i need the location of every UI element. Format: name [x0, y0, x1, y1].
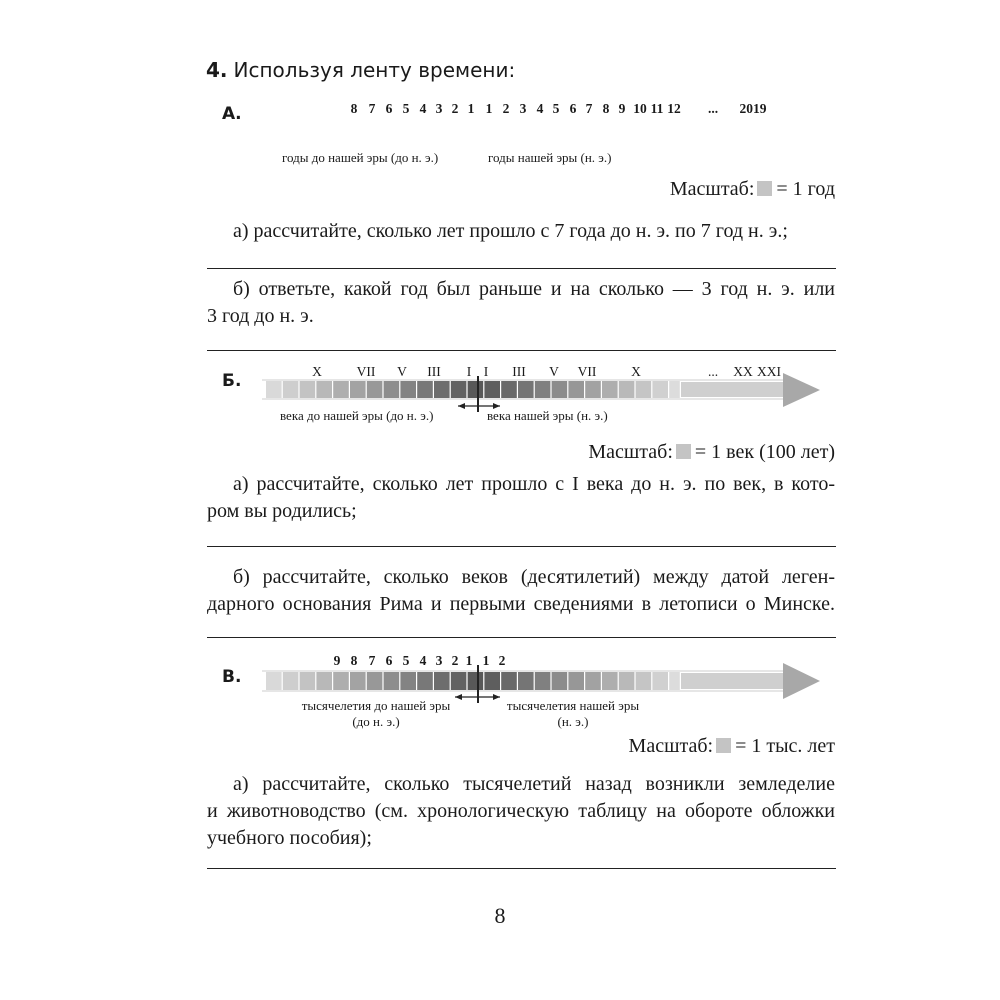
tick-c-bc-9: 9: [333, 653, 341, 668]
tick-b-ad-i: I: [483, 364, 489, 379]
answer-line-a-a: [207, 268, 836, 269]
timeline-cell: [300, 381, 316, 398]
timeline-cell: [484, 381, 500, 398]
timeline-cell: [535, 381, 551, 398]
tick-c-bc-6: 6: [385, 653, 393, 668]
tick-b-ad-x: X: [631, 364, 641, 379]
tick-a-bc-1: 1: [467, 101, 475, 116]
tick-b-ad-v: V: [549, 364, 559, 379]
scale-swatch-a: [757, 181, 772, 196]
timeline-cell: [333, 381, 349, 398]
question-b-b-line1: б) рассчитайте, сколько веков (десятилетий) между датой леген-: [233, 566, 835, 588]
tick-b-ad-vii: VII: [577, 364, 597, 379]
scale-b-value: = 1 век (100 лет): [694, 441, 835, 463]
question-a-b-line1: б) ответьте, какой год был раньше и на сколько — 3 год н. э. или: [233, 278, 835, 300]
timeline-b-bar: [262, 380, 783, 399]
scale-swatch-c: [716, 738, 731, 753]
timeline-cell: [652, 672, 668, 690]
scale-c-value: = 1 тыс. лет: [735, 735, 835, 757]
tick-a-bc-2: 2: [451, 101, 459, 116]
timeline-cell: [434, 672, 450, 690]
tick-a-bc-4: 4: [419, 101, 427, 116]
tick-a-ad-9: 9: [618, 101, 626, 116]
timeline-cell: [518, 672, 534, 690]
timeline-b-era-arrow-left: [458, 403, 465, 409]
era-label-ad-c-line1: тысячелетия нашей эры: [506, 698, 640, 713]
timeline-cell: [266, 381, 282, 398]
timeline-cell: [484, 672, 500, 690]
timeline-cell: [552, 672, 568, 690]
timeline-c-arrowhead: [783, 663, 820, 699]
tick-c-bc-3: 3: [435, 653, 443, 668]
question-b-b-line2: дарного основания Рима и первыми сведениями в летописи о Минске.: [207, 593, 835, 615]
timeline-cell: [333, 672, 349, 690]
timeline-cell: [367, 672, 383, 690]
page-number: 8: [494, 903, 506, 928]
answer-line-c-a: [207, 868, 836, 869]
timeline-cell: [585, 381, 601, 398]
timeline-cell: [552, 381, 568, 398]
tick-c-bc-2: 2: [451, 653, 459, 668]
scale-b: [588, 441, 835, 464]
tick-a-ad-3: 3: [519, 101, 527, 116]
timeline-cell: [468, 672, 484, 690]
question-b-a-line1: а) рассчитайте, сколько лет прошло с I века до н. э. по век, в кото-: [233, 473, 835, 495]
tick-b-xx: XX: [733, 364, 753, 379]
timeline-cell: [636, 381, 652, 398]
tick-c-ad-1: 1: [482, 653, 490, 668]
timeline-cell: [568, 381, 584, 398]
tick-c-bc-4: 4: [419, 653, 427, 668]
tick-b-bc-i: I: [466, 364, 472, 379]
tick-a-bc-8: 8: [350, 101, 358, 116]
timeline-cell: [535, 672, 551, 690]
timeline-cell: [619, 381, 635, 398]
era-label-ad-c: [488, 698, 658, 730]
timeline-cell: [602, 672, 618, 690]
tick-b-bc-iii: III: [427, 364, 441, 379]
tick-a-ad-11: 11: [650, 101, 664, 116]
scale-c: [629, 735, 835, 758]
question-a-b-line2: 3 год до н. э.: [207, 305, 314, 327]
timeline-tail: [681, 382, 783, 397]
timeline-cell: [283, 672, 299, 690]
era-label-ad-b: века нашей эры (н. э.): [487, 408, 608, 423]
tick-c-bc-8: 8: [350, 653, 358, 668]
section-c-label: В.: [222, 667, 242, 687]
timeline-cell: [602, 381, 618, 398]
era-label-bc-c-line1: тысячелетия до нашей эры: [301, 698, 451, 713]
era-label-bc-c-line2: (до н. э.): [352, 714, 400, 729]
scale-swatch-b: [676, 444, 691, 459]
tick-b-bc-x: X: [312, 364, 322, 379]
timeline-cell: [518, 381, 534, 398]
era-label-bc-c: [281, 698, 471, 730]
scale-c-prefix: Масштаб:: [628, 735, 714, 757]
section-b-label: Б.: [222, 371, 242, 391]
timeline-cell: [384, 672, 400, 690]
tick-c-ad-2: 2: [498, 653, 506, 668]
task-title: Используя ленту времени:: [233, 58, 516, 82]
question-a-a: а) рассчитайте, сколько лет прошло с 7 года до н. э. по 7 год н. э.;: [233, 220, 788, 242]
timeline-cell: [451, 381, 467, 398]
task-number: 4.: [206, 58, 228, 82]
timeline-cell: [501, 672, 517, 690]
timeline-cell: [451, 672, 467, 690]
timeline-cell: [400, 672, 416, 690]
timeline-tail: [681, 673, 783, 689]
timeline-cell: [669, 381, 680, 398]
tick-a-ad-7: 7: [585, 101, 593, 116]
tick-a-ad-5: 5: [552, 101, 560, 116]
tick-b-xxi: XXI: [757, 364, 781, 379]
tick-a-ad-4: 4: [536, 101, 544, 116]
timeline-cell: [434, 381, 450, 398]
tick-a-ad-1: 1: [485, 101, 493, 116]
scale-a: [670, 178, 835, 201]
tick-b-bc-v: V: [397, 364, 407, 379]
timeline-cell: [652, 381, 668, 398]
era-label-ad-a: годы нашей эры (н. э.): [488, 150, 612, 165]
tick-a-bc-3: 3: [435, 101, 443, 116]
timeline-cell: [501, 381, 517, 398]
question-c-a-line3: учебного пособия);: [207, 827, 372, 849]
scale-a-value: = 1 год: [776, 178, 835, 200]
timeline-cell: [585, 672, 601, 690]
answer-line-a-b: [207, 350, 836, 351]
tick-a-bc-6: 6: [385, 101, 393, 116]
timeline-cell: [384, 381, 400, 398]
tick-b-ellipsis: ...: [707, 364, 719, 379]
timeline-b-arrowhead: [783, 373, 820, 407]
question-b-a-line2: ром вы родились;: [207, 500, 357, 522]
scale-a-prefix: Масштаб:: [669, 178, 755, 200]
timeline-cell: [283, 381, 299, 398]
task-heading: [206, 58, 515, 82]
timeline-cell: [316, 381, 332, 398]
era-label-bc-b: века до нашей эры (до н. э.): [280, 408, 434, 423]
tick-a-ad-8: 8: [602, 101, 610, 116]
tick-c-bc-7: 7: [368, 653, 376, 668]
timeline-cell: [417, 381, 433, 398]
timeline-cell: [266, 672, 282, 690]
answer-line-b-a: [207, 546, 836, 547]
tick-a-2019: 2019: [739, 101, 767, 116]
answer-line-b-b: [207, 637, 836, 638]
timeline-cell: [367, 381, 383, 398]
tick-b-bc-vii: VII: [356, 364, 376, 379]
timeline-cell: [636, 672, 652, 690]
tick-a-bc-7: 7: [368, 101, 376, 116]
timeline-cell: [350, 381, 366, 398]
tick-a-ad-2: 2: [502, 101, 510, 116]
tick-a-ad-10: 10: [633, 101, 647, 116]
section-a-label: А.: [222, 104, 242, 124]
question-c-a-line2: и животноводство (см. хронологическую таблицу на обороте обложки: [207, 800, 835, 822]
timeline-c-bar: [262, 671, 783, 691]
timeline-cell: [300, 672, 316, 690]
timeline-cell: [468, 381, 484, 398]
scale-b-prefix: Масштаб:: [588, 441, 673, 463]
tick-a-ad-12: 12: [667, 101, 681, 116]
timeline-cell: [669, 672, 680, 690]
era-label-ad-c-line2: (н. э.): [557, 714, 589, 729]
timeline-cell: [619, 672, 635, 690]
tick-c-bc-1: 1: [465, 653, 473, 668]
tick-c-bc-5: 5: [402, 653, 410, 668]
timeline-cell: [568, 672, 584, 690]
tick-a-ellipsis: ...: [707, 101, 719, 116]
tick-a-ad-6: 6: [569, 101, 577, 116]
timeline-cell: [316, 672, 332, 690]
tick-a-bc-5: 5: [402, 101, 410, 116]
tick-b-ad-iii: III: [512, 364, 526, 379]
question-c-a-line1: а) рассчитайте, сколько тысячелетий назад возникли земледелие: [233, 773, 835, 795]
timeline-cell: [417, 672, 433, 690]
timeline-cell: [350, 672, 366, 690]
timeline-cell: [400, 381, 416, 398]
era-label-bc-a: годы до нашей эры (до н. э.): [282, 150, 439, 165]
